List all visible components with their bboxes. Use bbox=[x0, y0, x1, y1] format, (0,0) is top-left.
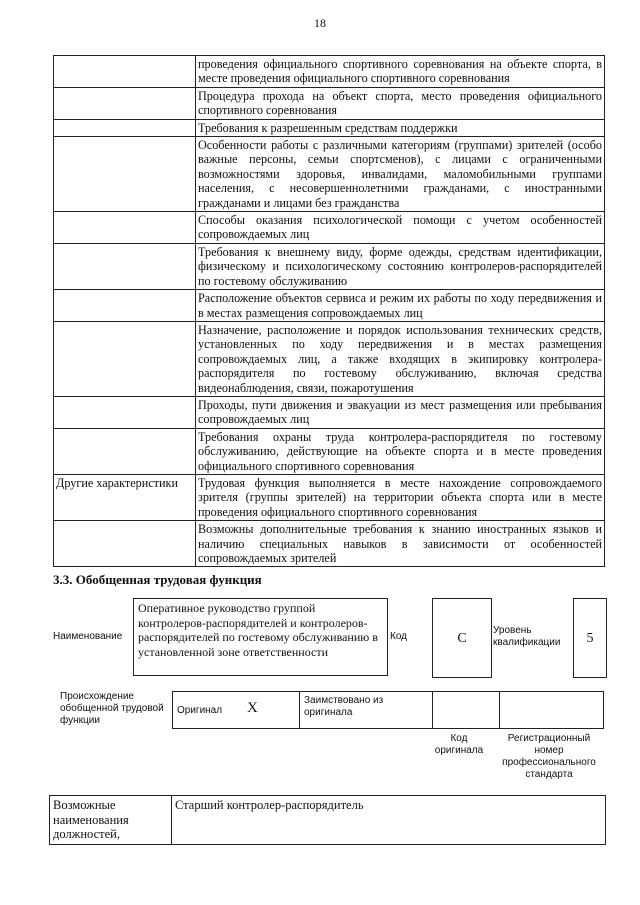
table-cell-text: Требования к внешнему виду, форме одежды, средствам идентификации, физическому и психологическому состоянию контролеров-распорядителей по гостевому обслуживанию bbox=[196, 243, 605, 289]
origin-table bbox=[172, 691, 604, 729]
original-code-cell bbox=[433, 692, 500, 729]
table-cell-text: Способы оказания психологической помощи с учетом особенностей сопровождаемых лиц bbox=[196, 212, 605, 244]
table-row bbox=[54, 521, 605, 567]
table-row bbox=[54, 396, 605, 428]
positions-value: Старший контролер-распорядитель bbox=[172, 796, 606, 845]
table-cell-label bbox=[54, 290, 196, 322]
table-cell-label bbox=[54, 428, 196, 474]
table-cell-text: Особенности работы с различными категориям (группами) зрителей (особо важные персоны, семьи спортсменов), с лицами с ограниченными возможностями здоровья, инвалидами, маломобильными группами населения, с несовершеннолетними гражданами, с иностранными гражданами и лицами без гражданства bbox=[196, 137, 605, 212]
level-value: 5 bbox=[586, 631, 594, 646]
positions-table bbox=[49, 795, 606, 845]
positions-label: Возможные наименования должностей, bbox=[50, 796, 172, 845]
code-original-caption: Код оригинала bbox=[434, 733, 484, 756]
table-row bbox=[54, 243, 605, 289]
origin-label: Происхождение обобщенной трудовой функции bbox=[60, 691, 164, 726]
level-box bbox=[573, 598, 607, 678]
table-row bbox=[54, 119, 605, 136]
table-row bbox=[54, 474, 605, 520]
table-row bbox=[54, 87, 605, 119]
table-row bbox=[54, 428, 605, 474]
requirements-table bbox=[53, 55, 605, 567]
original-mark: X bbox=[243, 692, 300, 729]
table-row bbox=[54, 290, 605, 322]
table-cell-label bbox=[54, 212, 196, 244]
table-cell-label bbox=[54, 521, 196, 567]
level-label: Уровень квалификации bbox=[493, 625, 561, 648]
code-value: С bbox=[457, 631, 467, 646]
registration-caption: Регистрационный номер профессионального стандарта bbox=[502, 733, 596, 780]
table-cell-label bbox=[54, 243, 196, 289]
section-title: 3.3. Обобщенная трудовая функция bbox=[53, 572, 262, 587]
table-cell-label bbox=[54, 87, 196, 119]
table-cell-text: Трудовая функция выполняется в месте нахождение сопровождаемого зрителя (группы зрителей) на территории объекта спорта или в месте проведения официального спортивного соревнования bbox=[196, 474, 605, 520]
table-cell-label bbox=[54, 56, 196, 88]
borrowed-label: Заимствовано из оригинала bbox=[300, 692, 433, 729]
table-cell-text: проведения официального спортивного соревнования на объекте спорта, в месте проведения официального спортивного соревнования bbox=[196, 56, 605, 88]
table-cell-text: Возможны дополнительные требования к знанию иностранных языков и наличию специальных навыков в зависимости от особенностей сопровождаемых зрителей bbox=[196, 521, 605, 567]
table-cell-label: Другие характеристики bbox=[54, 474, 196, 520]
table-cell-label bbox=[54, 137, 196, 212]
table-cell-label bbox=[54, 119, 196, 136]
original-label: Оригинал bbox=[173, 692, 244, 729]
registration-number-cell bbox=[500, 692, 604, 729]
code-box bbox=[432, 598, 492, 678]
table-cell-label bbox=[54, 321, 196, 396]
page-number: 18 bbox=[314, 16, 326, 30]
table-row bbox=[54, 212, 605, 244]
table-cell-text: Проходы, пути движения и эвакуации из мест размещения или пребывания сопровождаемых лиц bbox=[196, 396, 605, 428]
table-cell-label bbox=[54, 396, 196, 428]
code-label: Код bbox=[390, 631, 408, 642]
table-cell-text: Назначение, расположение и порядок использования технических средств, установленных по ходу передвижения и в местах размещения сопровождаемых лиц, а также входящих в экипировку контролера-распорядителя по гостевому обслуживанию, включая средства видеонаблюдения, связи, пожаротушения bbox=[196, 321, 605, 396]
table-row bbox=[54, 321, 605, 396]
table-cell-text: Требования охраны труда контролера-распорядителя по гостевому обслуживанию, действующие на объекте спорта и в месте проведения официального спортивного соревнования bbox=[196, 428, 605, 474]
name-label: Наименование bbox=[53, 631, 123, 642]
table-row bbox=[54, 56, 605, 88]
table-row bbox=[54, 137, 605, 212]
function-name-box: Оперативное руководство группой контролеров-распорядителей и контролеров-распорядителей по гостевому обслуживанию в установленной зоне ответственности bbox=[133, 598, 388, 676]
table-cell-text: Требования к разрешенным средствам поддержки bbox=[196, 119, 605, 136]
table-cell-text: Процедура прохода на объект спорта, место проведения официального спортивного соревнования bbox=[196, 87, 605, 119]
table-cell-text: Расположение объектов сервиса и режим их работы по ходу передвижения и в местах размещения сопровождаемых лиц bbox=[196, 290, 605, 322]
